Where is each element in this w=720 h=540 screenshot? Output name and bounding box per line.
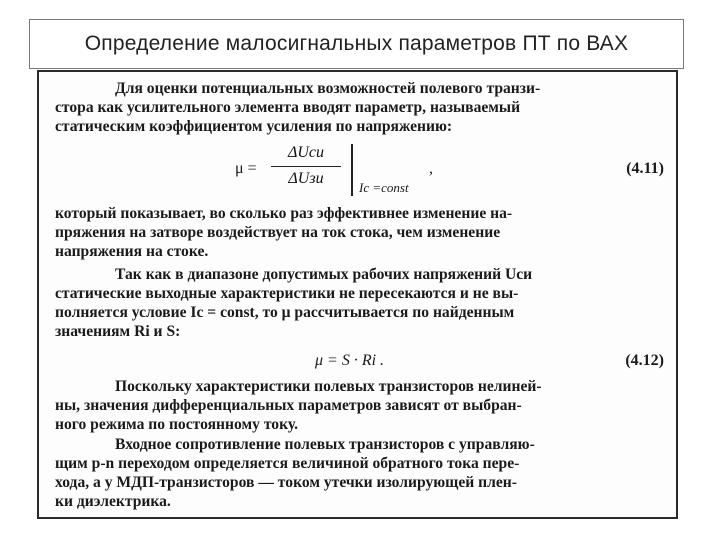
equation-2: μ = S · Ri .	[315, 352, 385, 369]
text-line: Поскольку характеристики полевых транзисторов нелиней-	[115, 378, 542, 395]
evaluation-bar	[351, 144, 353, 196]
text-line: стора как усилительного элемента вводят параметр, называемый	[55, 99, 521, 116]
equation-condition: Iс =const	[359, 180, 409, 195]
text-line: полняется условие Iс = const, то μ рассчитывается по найденным	[55, 304, 515, 321]
text-line: который показывает, во сколько раз эффективнее изменение на-	[55, 205, 513, 222]
equation-number: (4.12)	[625, 352, 664, 369]
slide-title: Определение малосигнальных параметров ПТ по ВАХ	[84, 32, 629, 55]
slide-title-box	[29, 19, 684, 69]
equation-mu: μ =	[235, 160, 257, 177]
text-line: ного режима по постоянному току.	[55, 416, 298, 433]
text-line: Входное сопротивление полевых транзисторов с управляю-	[115, 436, 535, 453]
text-line: щим p-n переходом определяется величиной обратного тока пере-	[55, 455, 520, 472]
text-line: Для оценки потенциальных возможностей полевого транзи-	[115, 80, 541, 97]
text-line: статическим коэффициентом усиления по напряжению:	[55, 118, 453, 135]
text-line: ки диэлектрика.	[55, 493, 171, 510]
fraction-numerator: ΔUси	[287, 144, 325, 161]
text-line: напряжения на стоке.	[55, 243, 209, 260]
text-line: ны, значения дифференциальных параметров зависят от выбран-	[55, 397, 522, 414]
fraction-denominator: ΔUзи	[288, 170, 324, 187]
text-line: значениям Ri и S:	[55, 323, 181, 340]
text-line: статические выходные характеристики не пересекаются и не вы-	[55, 285, 519, 302]
fraction-bar	[271, 166, 341, 167]
equation-comma: ,	[429, 160, 433, 177]
text-line: Так как в диапазоне допустимых рабочих напряжений Uси	[115, 266, 533, 283]
equation-number: (4.11)	[626, 160, 664, 177]
scanned-textbook-page	[37, 70, 678, 519]
text-line: пряжения на затворе воздействует на ток стока, чем изменение	[55, 224, 501, 241]
text-line: хода, а у МДП-транзисторов — током утечки изолирующей плен-	[55, 474, 517, 491]
